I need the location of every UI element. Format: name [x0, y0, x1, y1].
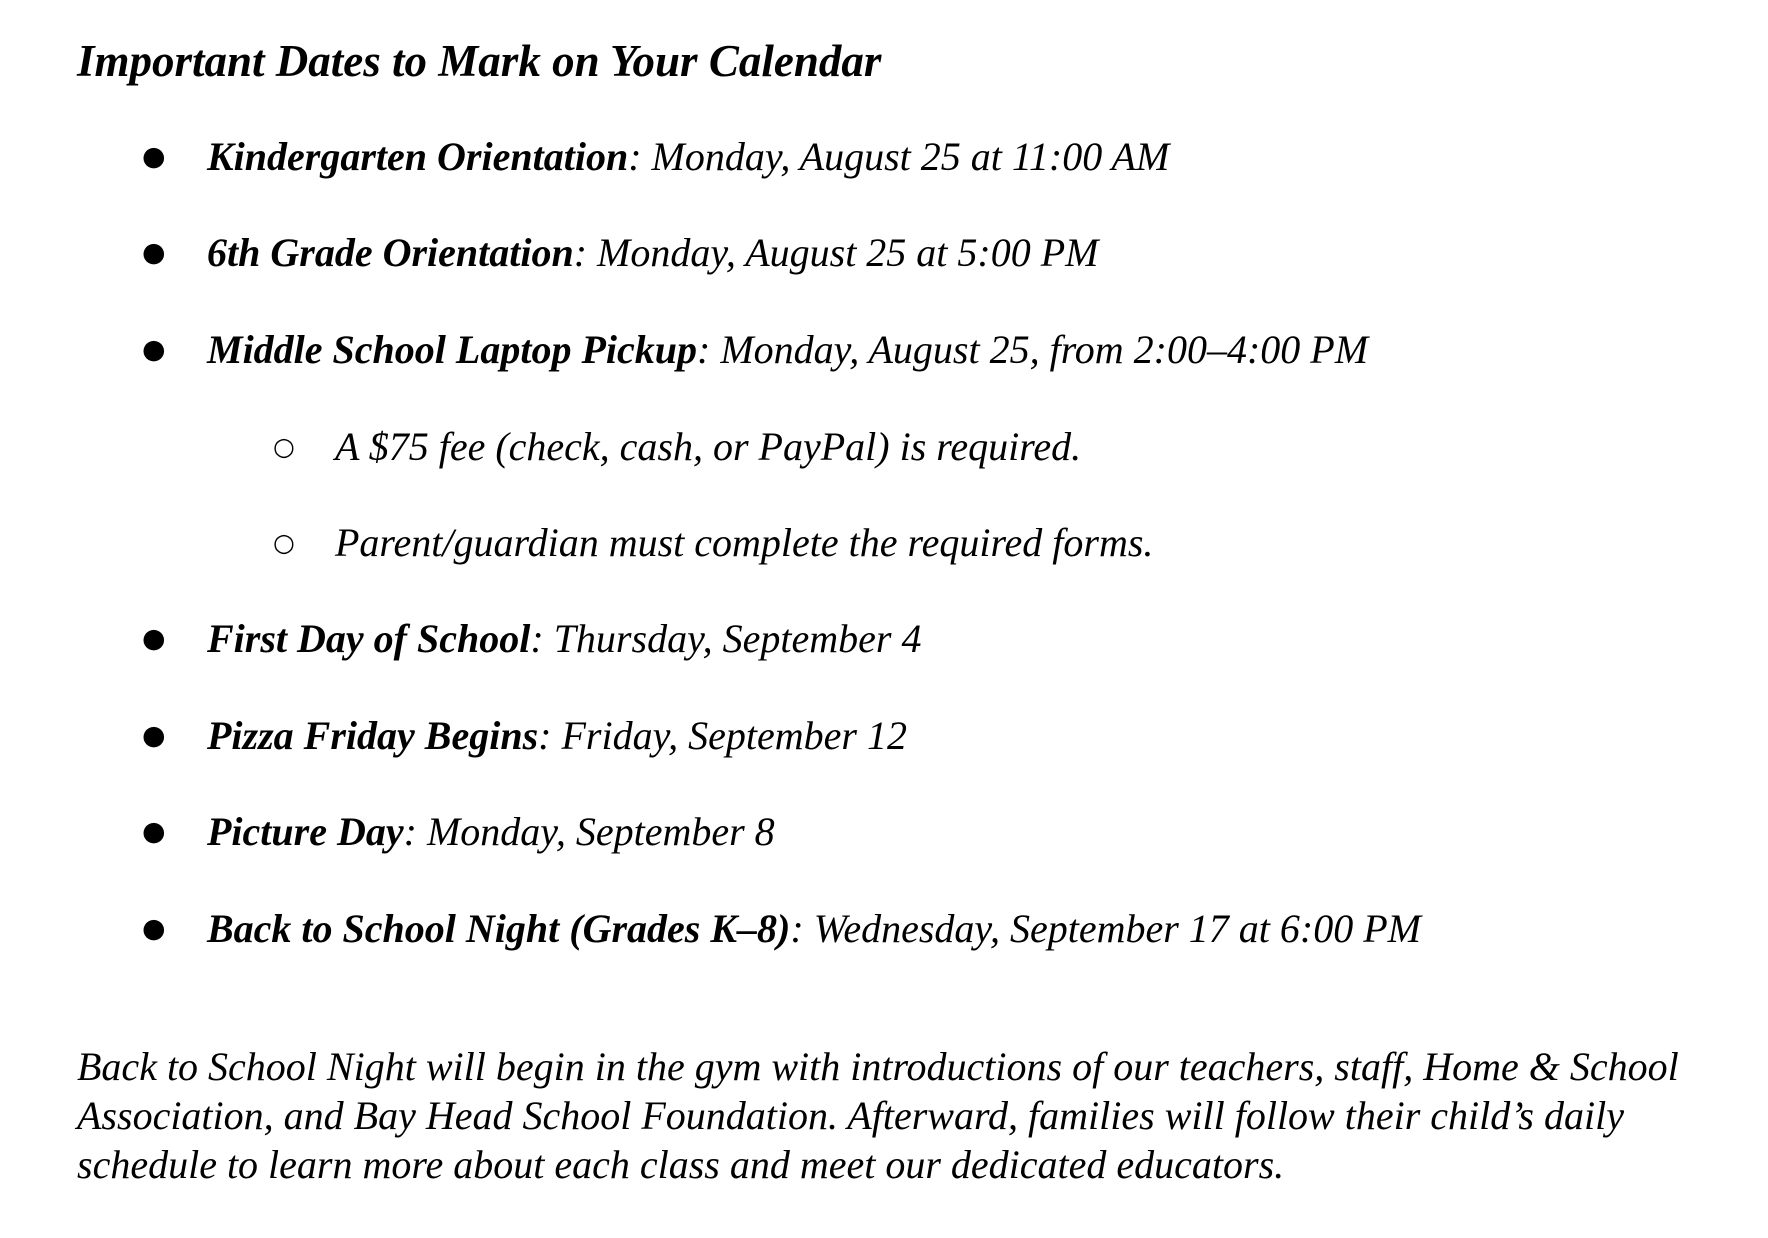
bullet-circle-icon: ○ — [273, 528, 295, 557]
page-title: Important Dates to Mark on Your Calendar — [77, 36, 882, 86]
bullet-disc-icon: ● — [142, 720, 166, 751]
bullet-disc-icon: ● — [142, 816, 166, 847]
bullet-disc-icon: ● — [142, 334, 166, 365]
bullet-disc-icon: ● — [142, 237, 166, 268]
item-label: Pizza Friday Begins — [207, 713, 539, 758]
item-label: Picture Day — [207, 809, 404, 854]
item-detail: A $75 fee (check, cash, or PayPal) is required. — [335, 424, 1082, 469]
item-detail: Thursday, September 4 — [553, 616, 922, 661]
item-label: Kindergarten Orientation — [207, 134, 629, 179]
bullet-disc-icon: ● — [142, 623, 166, 654]
item-detail: Wednesday, September 17 at 6:00 PM — [813, 906, 1421, 951]
item-label: 6th Grade Orientation — [207, 230, 574, 275]
bullet-disc-icon: ● — [142, 913, 166, 944]
bullet-disc-icon: ● — [142, 141, 166, 172]
bullet-circle-icon: ○ — [273, 432, 295, 461]
item-detail: Parent/guardian must complete the required forms. — [335, 520, 1154, 565]
item-detail: Friday, September 12 — [561, 713, 907, 758]
item-detail: Monday, September 8 — [426, 809, 775, 854]
item-label: Middle School Laptop Pickup — [207, 327, 697, 372]
item-detail: Monday, August 25 at 11:00 AM — [651, 134, 1170, 179]
item-label: Back to School Night (Grades K–8) — [207, 906, 791, 951]
item-detail: Monday, August 25, from 2:00–4:00 PM — [720, 327, 1369, 372]
item-label: First Day of School — [207, 616, 531, 661]
body-paragraph: Back to School Night will begin in the gym with introductions of our teachers, staff, Home & School Association, and Bay Head School Foundation. Afterward, families will follow their child’s daily schedule to learn more about each class and meet our dedicated educators. — [77, 1044, 1679, 1187]
item-detail: Monday, August 25 at 5:00 PM — [597, 230, 1099, 275]
